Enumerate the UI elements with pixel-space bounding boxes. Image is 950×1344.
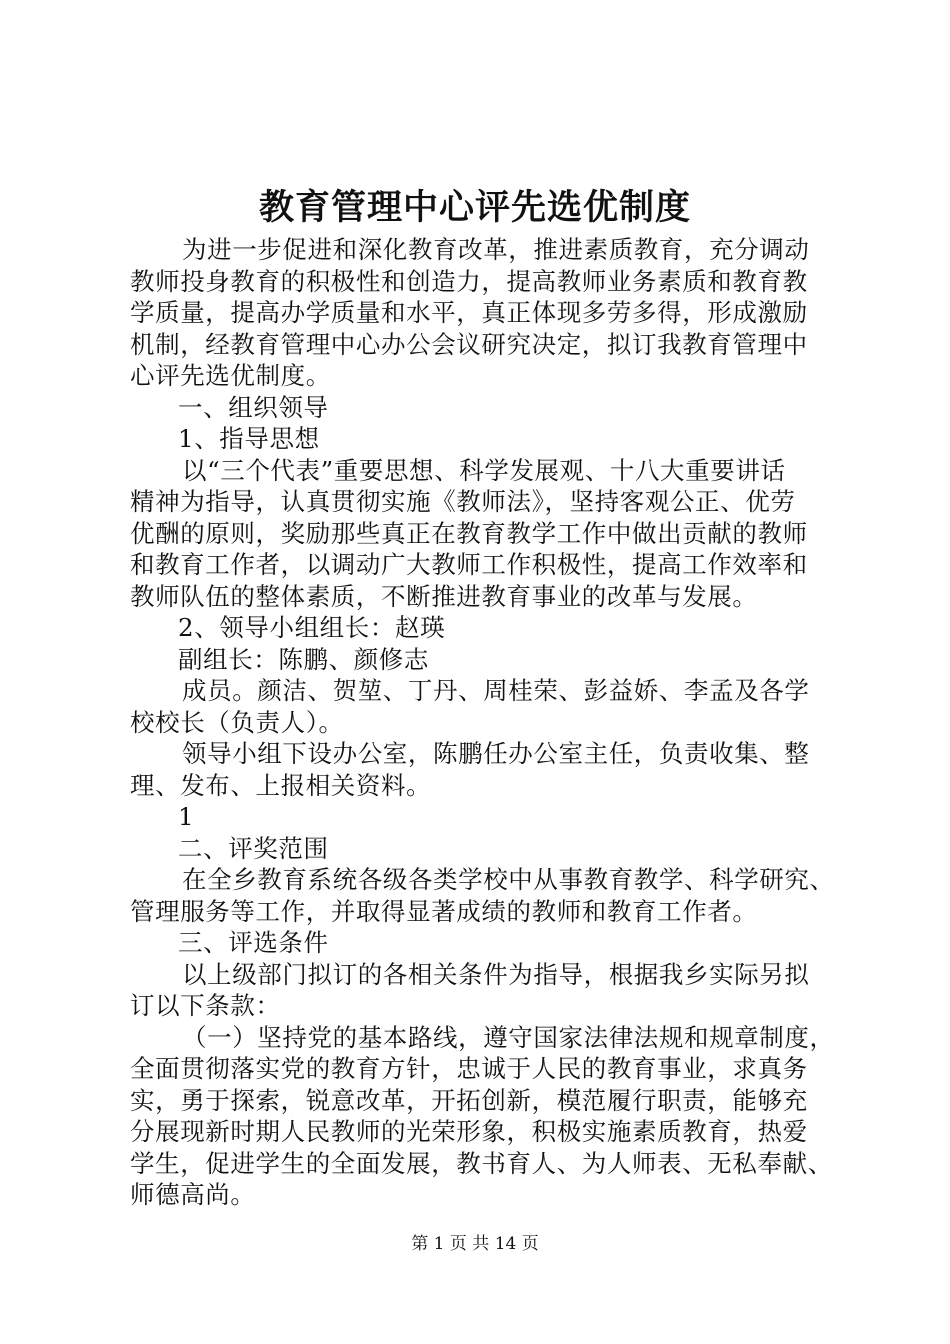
paragraph-line: 学质量，提高办学质量和水平，真正体现多劳多得，形成激励 <box>130 298 808 327</box>
paragraph-line: 教师投身教育的积极性和创造力，提高教师业务素质和教育教 <box>130 266 808 296</box>
paragraph-line: 心评先选优制度。 <box>130 361 331 390</box>
paragraph-line: 副组长：陈鹏、颜修志 <box>178 644 429 674</box>
paragraph-line: 精神为指导，认真贯彻实施《教师法》，坚持客观公正、优劳 <box>130 487 796 516</box>
subsection-heading: 2、领导小组组长：赵瑛 <box>178 613 446 642</box>
paragraph-line: 学生，促进学生的全面发展，教书育人、为人师表、无私奉献、 <box>130 1148 833 1178</box>
paragraph-line: 实，勇于探索，锐意改革，开拓创新，模范履行职责，能够充 <box>130 1085 808 1115</box>
paragraph-line: 在全乡教育系统各级各类学校中从事教育教学、科学研究、 <box>182 865 835 894</box>
document-title: 教育管理中心评先选优制度 <box>258 188 691 228</box>
paragraph-line: 理、发布、上报相关资料。 <box>130 770 432 800</box>
section-heading: 一、组织领导 <box>178 392 329 422</box>
document-body <box>130 234 835 1211</box>
paragraph-line: 全面贯彻落实党的教育方针，忠诚于人民的教育事业，求真务 <box>130 1054 808 1083</box>
paragraph-line: 分展现新时期人民教师的光荣形象，积极实施素质教育，热爱 <box>130 1117 808 1146</box>
paragraph-line: （一）坚持党的基本路线，遵守国家法律法规和规章制度， <box>182 1022 835 1052</box>
paragraph-line: 校校长（负责人）。 <box>130 707 344 737</box>
paragraph-line: 领导小组下设办公室，陈鹏任办公室主任，负责收集、整 <box>182 739 810 768</box>
section-heading: 三、评选条件 <box>178 928 329 957</box>
paragraph-line: 为进一步促进和深化教育改革，推进素质教育，充分调动 <box>182 235 810 264</box>
paragraph-line: 优酬的原则，奖励那些真正在教育教学工作中做出贡献的教师 <box>130 518 808 548</box>
paragraph-line: 师德高尚。 <box>130 1180 256 1209</box>
paragraph-line: 管理服务等工作，并取得显著成绩的教师和教育工作者。 <box>130 896 758 926</box>
page-footer: 第 1 页 共 14 页 <box>411 1234 539 1254</box>
paragraph-line: 教师队伍的整体素质，不断推进教育事业的改革与发展。 <box>130 581 758 611</box>
subsection-heading: 1、指导思想 <box>178 424 320 453</box>
paragraph-line: 订以下条款： <box>130 991 281 1020</box>
stray-page-number: 1 <box>178 802 195 831</box>
section-heading: 二、评奖范围 <box>178 833 329 863</box>
paragraph-line: 以“三个代表”重要思想、科学发展观、十八大重要讲话 <box>182 455 786 485</box>
paragraph-line: 和教育工作者，以调动广大教师工作积极性，提高工作效率和 <box>130 550 808 579</box>
paragraph-line: 机制，经教育管理中心办公会议研究决定，拟订我教育管理中 <box>130 329 808 359</box>
paragraph-line: 成员。颜洁、贺堃、丁丹、周桂荣、彭益娇、李孟及各学 <box>182 676 810 705</box>
paragraph-line: 以上级部门拟订的各相关条件为指导，根据我乡实际另拟 <box>182 959 810 989</box>
